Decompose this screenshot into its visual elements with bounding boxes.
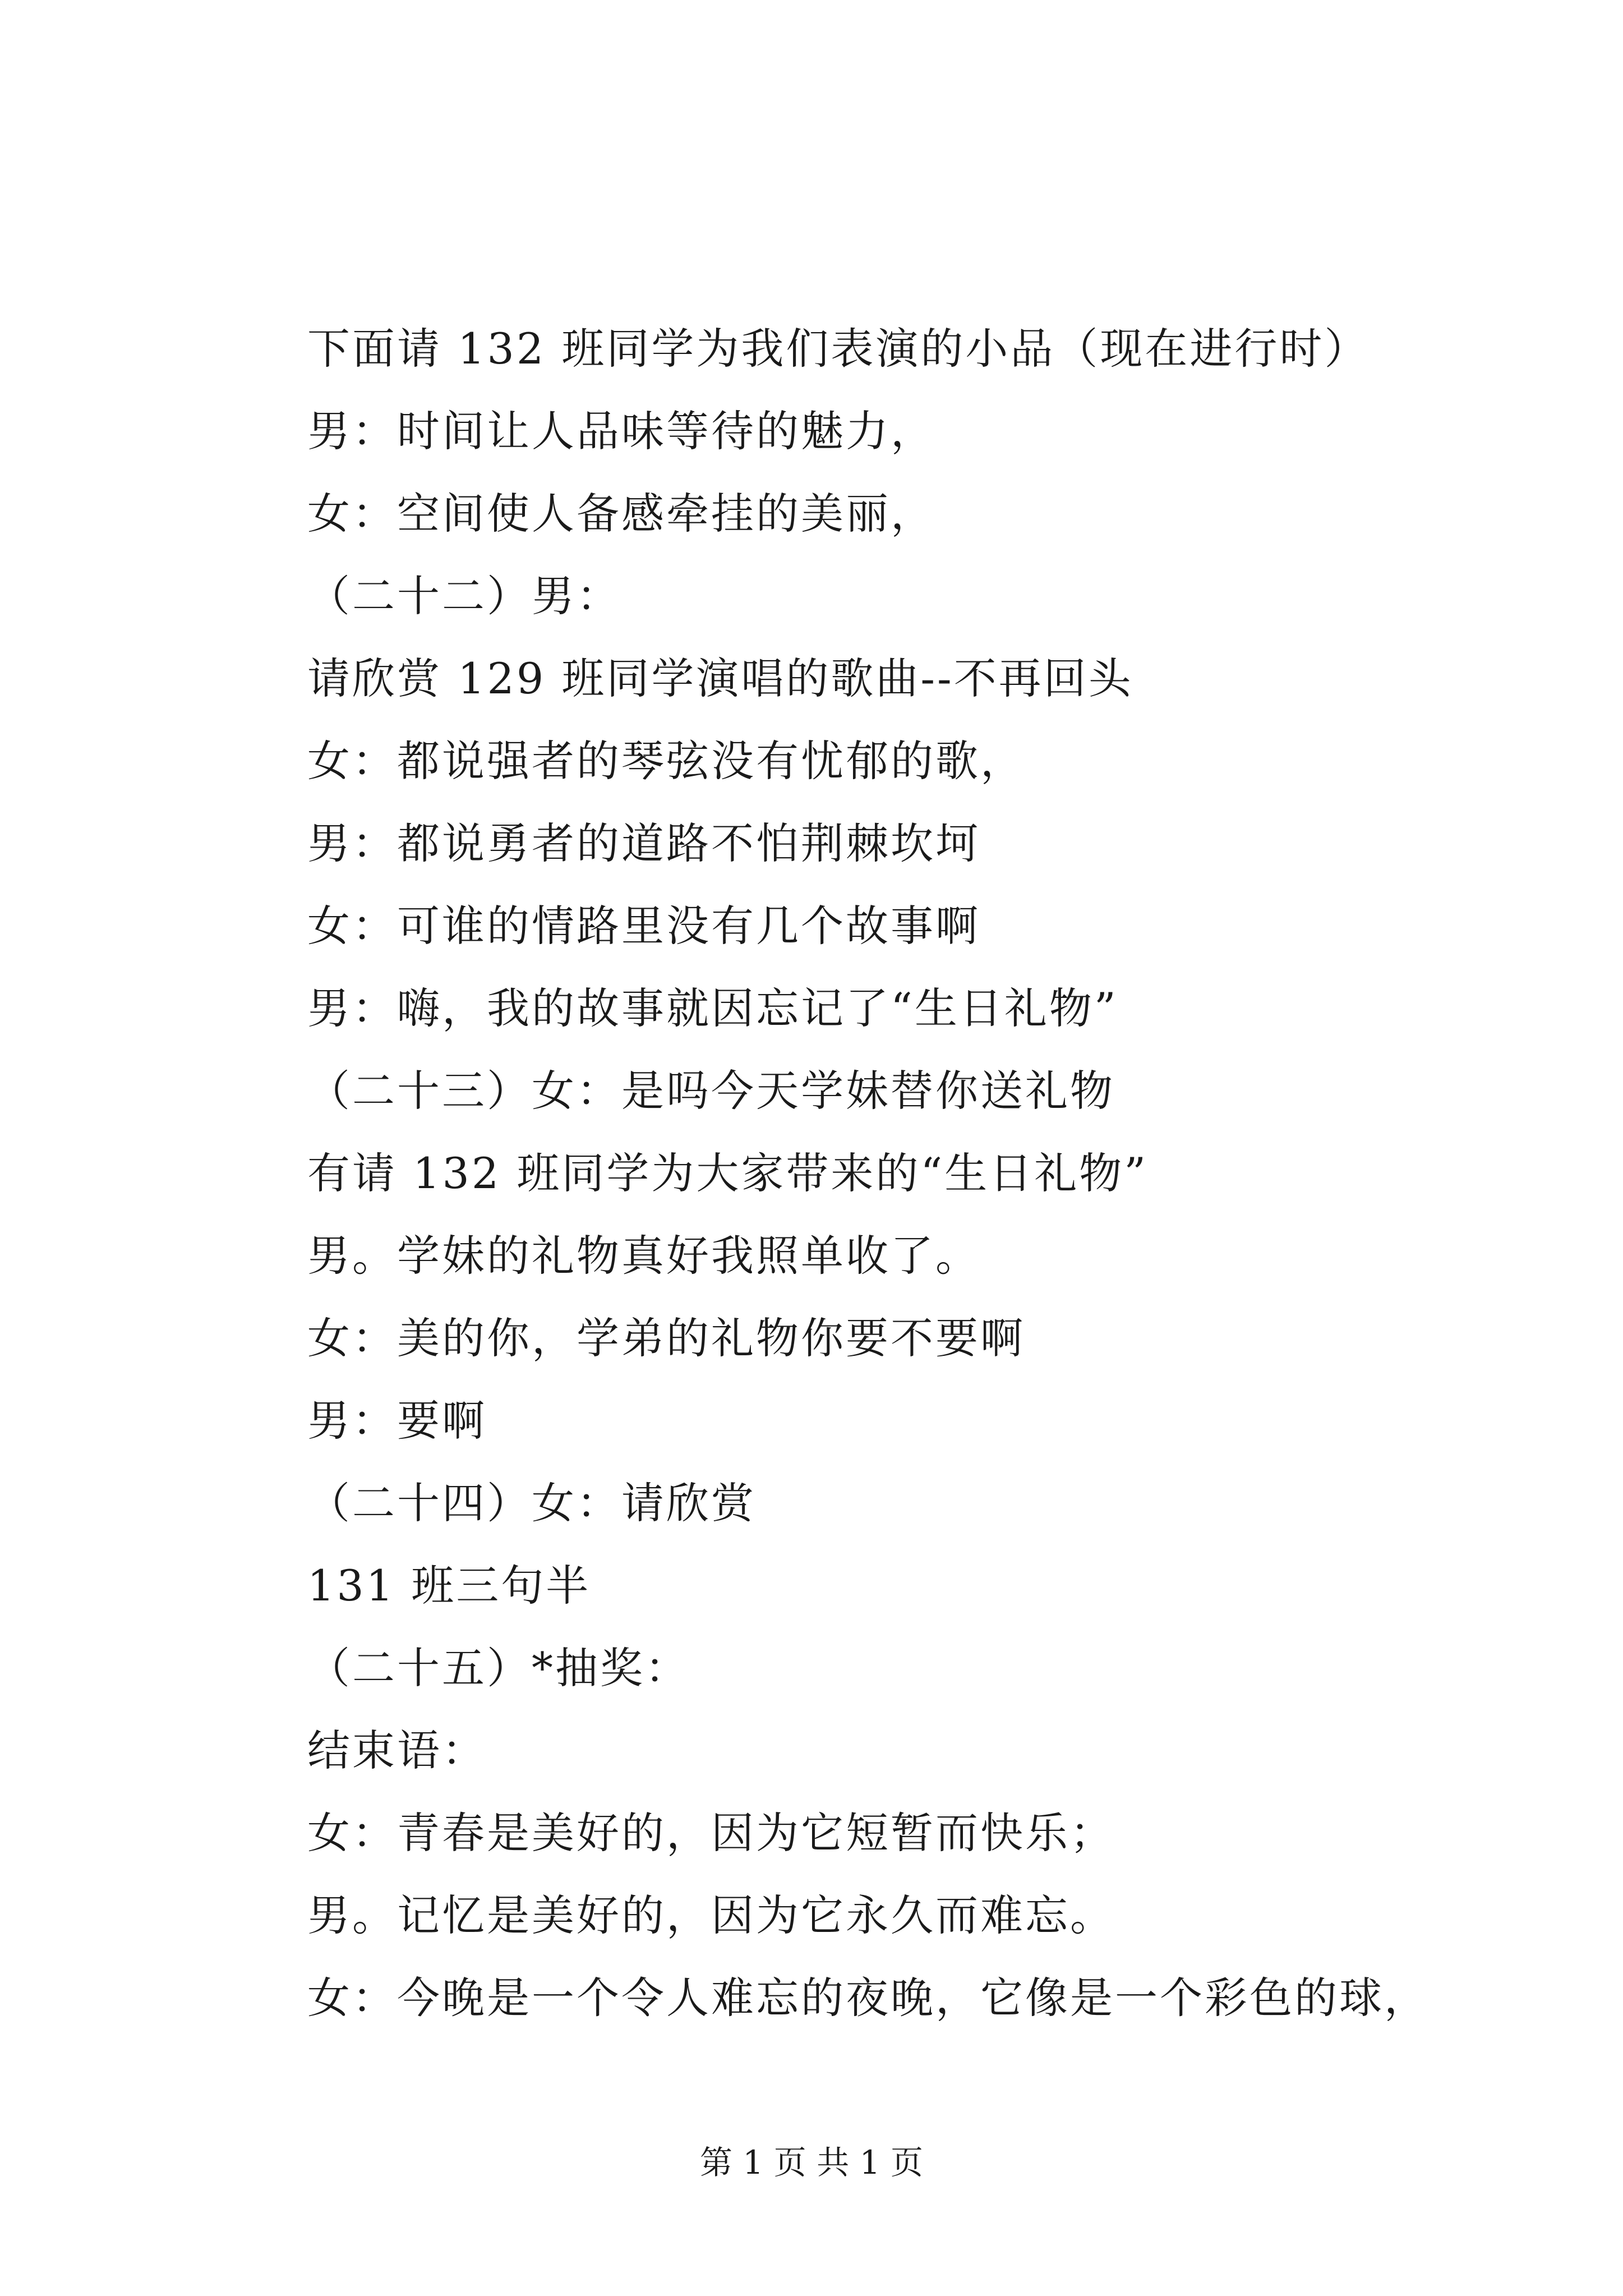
text-line: （二十五）*抽奖： (307, 1643, 690, 1693)
text-line: 女：空间使人备感牵挂的美丽， (307, 489, 935, 539)
text-line: 下面请 132 班同学为我们表演的小品（现在进行时） (307, 324, 1370, 374)
text-line: 男：要啊 (307, 1396, 487, 1446)
text-line: 男：时间让人品味等待的魅力， (307, 406, 935, 456)
text-line: 男：嗨，我的故事就因忘记了“生日礼物” (307, 983, 1118, 1033)
text-line: 男：都说勇者的道路不怕荆棘坎坷 (307, 818, 980, 868)
text-line: 女：今晚是一个令人难忘的夜晚，它像是一个彩色的球， (307, 1973, 1429, 2023)
text-line: 女：都说强者的琴弦没有忧郁的歌， (307, 736, 1025, 786)
text-line: 131 班三句半 (307, 1561, 591, 1611)
text-line: 女：可谁的情路里没有几个故事啊 (307, 901, 980, 951)
text-line: （二十三）女：是吗今天学妹替你送礼物 (307, 1066, 1115, 1116)
text-line: 女：青春是美好的，因为它短暂而快乐； (307, 1808, 1115, 1858)
text-line: （二十四）女：请欣赏 (307, 1478, 756, 1528)
text-line: 男。记忆是美好的，因为它永久而难忘。 (307, 1890, 1115, 1940)
text-line: （二十二）男： (307, 571, 621, 621)
text-line: 请欣赏 129 班同学演唱的歌曲--不再回头 (307, 654, 1133, 703)
page-footer: 第 1 页 共 1 页 (700, 2143, 923, 2182)
document-body (307, 307, 1429, 2039)
text-line: 结束语： (307, 1726, 487, 1775)
text-line: 女：美的你，学弟的礼物你要不要啊 (307, 1313, 1025, 1363)
text-line: 有请 132 班同学为大家带来的“生日礼物” (307, 1148, 1149, 1198)
text-line: 男。学妹的礼物真好我照单收了。 (307, 1231, 980, 1281)
